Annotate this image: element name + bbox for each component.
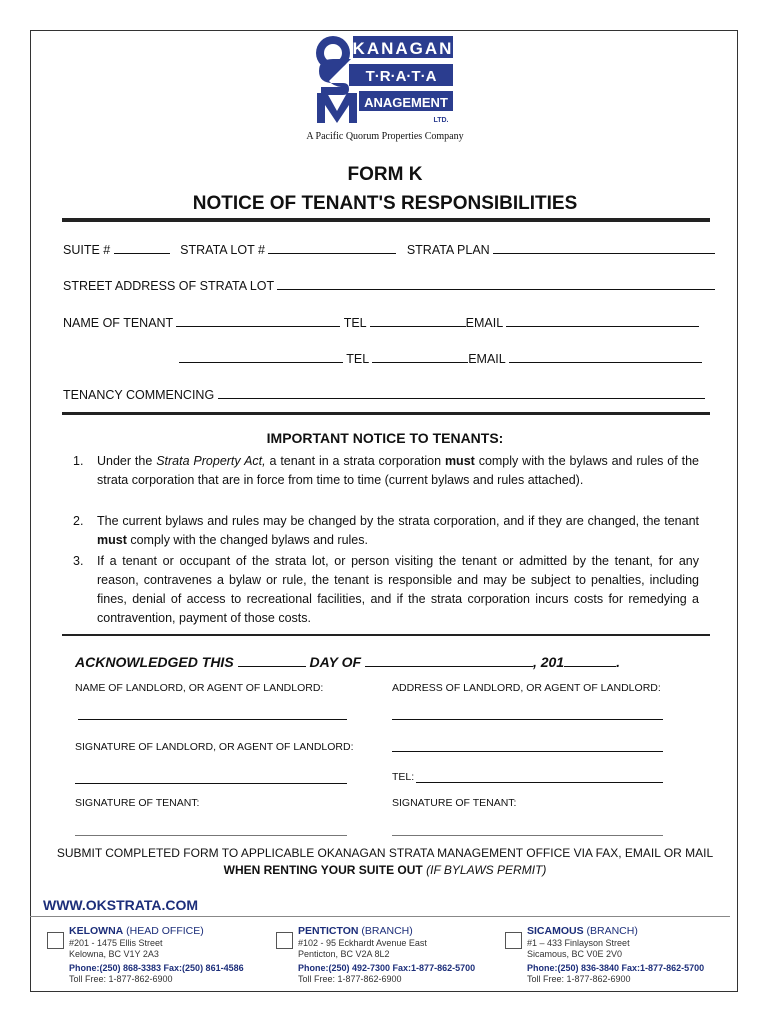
- okanagan-strata-logo: [313, 33, 455, 125]
- office-city: KELOWNA: [69, 925, 124, 937]
- logo-line-3: ANAGEMENT: [364, 95, 448, 110]
- tenant-row-1: [63, 313, 699, 330]
- notice-text: The current bylaws and rules may be changed by the strata corporation, and if they are changed, the tenant: [97, 514, 699, 528]
- strata-lot-label: STRATA LOT #: [180, 243, 265, 257]
- office-phone: Phone:(250) 868-3383 Fax:(250) 861-4586: [69, 962, 244, 973]
- office-checkbox[interactable]: [505, 932, 522, 949]
- notice-item-number: 3.: [73, 554, 84, 568]
- notice-text: comply with the bylaws and rules of the strata corporation that are in force from time to time (current bylaws and rules attached).: [97, 454, 699, 487]
- email-input-2[interactable]: [509, 349, 702, 363]
- office-phone: Phone:(250) 836-3840 Fax:1-877-862-5700: [527, 962, 705, 973]
- signature-tenant-line-right[interactable]: [392, 835, 663, 836]
- office-phone: Phone:(250) 492-7300 Fax:1-877-862-5700: [298, 962, 476, 973]
- email-input[interactable]: [506, 313, 699, 327]
- tenant-name-input[interactable]: [176, 313, 340, 327]
- submit-when-renting: WHEN RENTING YOUR SUITE OUT: [223, 863, 423, 877]
- tenant-name-input-2[interactable]: [179, 349, 343, 363]
- strata-plan-label: STRATA PLAN: [406, 243, 490, 257]
- office-sicamous: [527, 926, 737, 986]
- logo-ltd: LTD.: [433, 117, 449, 124]
- email-label: EMAIL: [465, 316, 503, 330]
- tel-label: TEL: [343, 316, 367, 330]
- emphasis-must: must: [97, 533, 127, 547]
- notice-title: IMPORTANT NOTICE TO TENANTS:: [266, 430, 504, 446]
- notice-text: Under the: [97, 454, 157, 468]
- logo-line-1: KANAGAN: [352, 39, 454, 58]
- name-landlord-line[interactable]: [78, 719, 347, 720]
- office-city: PENTICTON: [298, 925, 359, 937]
- name-landlord-label: NAME OF LANDLORD, OR AGENT OF LANDLORD:: [75, 682, 324, 694]
- office-address-1: #201 - 1475 Ellis Street: [69, 937, 163, 948]
- signature-tenant-label-left: SIGNATURE OF TENANT:: [75, 797, 200, 809]
- tel-input-2[interactable]: [372, 349, 468, 363]
- address-landlord-line-2[interactable]: [392, 751, 663, 752]
- notice-item-number: 1.: [73, 454, 84, 468]
- office-address-1: #1 – 433 Finlayson Street: [527, 937, 630, 948]
- office-type: (HEAD OFFICE): [126, 925, 204, 937]
- website-link[interactable]: WWW.OKSTRATA.COM: [43, 897, 199, 913]
- office-address-2: Penticton, BC V2A 8L2: [298, 949, 390, 959]
- notice-item-1: [73, 452, 699, 490]
- header-divider: [62, 218, 710, 222]
- signature-tenant-line-left[interactable]: [75, 835, 347, 836]
- tenancy-commencing-input[interactable]: [218, 385, 705, 399]
- submit-instructions: SUBMIT COMPLETED FORM TO APPLICABLE OKANAGAN STRATA MANAGEMENT OFFICE VIA FAX, EMAIL OR MAIL: [56, 846, 714, 860]
- office-type: (BRANCH): [586, 925, 638, 937]
- street-address-row: [63, 276, 715, 293]
- emphasis-must: must: [444, 454, 475, 468]
- notice-text: comply with the changed bylaws and rules.: [126, 533, 368, 547]
- office-penticton: [298, 926, 508, 986]
- office-address-2: Sicamous, BC V0E 2V0: [527, 949, 623, 959]
- ack-period: .: [616, 654, 620, 670]
- street-address-input[interactable]: [277, 276, 715, 290]
- office-city: SICAMOUS: [527, 925, 584, 937]
- tel-label-2: TEL: [346, 352, 369, 366]
- notice-divider: [62, 634, 710, 636]
- suite-row: [63, 240, 715, 257]
- office-address-2: Kelowna, BC V1Y 2A3: [69, 949, 159, 959]
- signature-landlord-line[interactable]: [75, 783, 347, 784]
- address-landlord-line[interactable]: [392, 719, 663, 720]
- tel-input[interactable]: [370, 313, 466, 327]
- ack-day-input[interactable]: [238, 653, 306, 667]
- notice-text: If a tenant or occupant of the strata lot, or person visiting the tenant or admitted by the tenant, for any reason, contravenes a bylaw or rule, the tenant is responsible and may be subject to penalties, including fines, denial of access to recreational facilities, and if the strata corporation incurs costs for remedying a contravention, payment of those costs.: [97, 554, 699, 625]
- office-tollfree: Toll Free: 1-877-862-6900: [69, 974, 173, 984]
- form-title: FORM K: [347, 164, 423, 185]
- office-type: (BRANCH): [361, 925, 413, 937]
- tenant-name-label: NAME OF TENANT: [63, 316, 173, 330]
- tel-landlord-line[interactable]: [416, 782, 663, 783]
- logo-line-2: T·R·A·T·A: [365, 68, 437, 85]
- office-checkbox[interactable]: [47, 932, 64, 949]
- act-name: Strata Property Act,: [156, 454, 266, 468]
- fields-divider: [62, 412, 710, 415]
- acknowledgement-row: [75, 653, 620, 670]
- street-address-label: STREET ADDRESS OF STRATA LOT: [63, 279, 274, 293]
- day-of-label: DAY OF: [309, 654, 362, 670]
- address-landlord-label: ADDRESS OF LANDLORD, OR AGENT OF LANDLORD:: [392, 682, 661, 694]
- tenancy-row: [63, 385, 705, 402]
- submit-if-bylaws: (IF BYLAWS PERMIT): [426, 863, 547, 877]
- office-tollfree: Toll Free: 1-877-862-6900: [527, 974, 631, 984]
- tenancy-commencing-label: TENANCY COMMENCING: [63, 388, 215, 402]
- strata-plan-input[interactable]: [493, 240, 715, 254]
- office-checkbox[interactable]: [276, 932, 293, 949]
- notice-item-2: [73, 512, 699, 550]
- tenant-row-2: [179, 349, 702, 366]
- year-label: , 201: [532, 654, 565, 670]
- suite-label: SUITE #: [63, 243, 111, 257]
- notice-text: a tenant in a strata corporation: [265, 454, 445, 468]
- office-address-1: #102 - 95 Eckhardt Avenue East: [298, 937, 427, 948]
- notice-item-3: [73, 552, 699, 628]
- tel-landlord-label: TEL:: [392, 771, 415, 783]
- notice-item-number: 2.: [73, 514, 84, 528]
- acknowledged-label: ACKNOWLEDGED THIS: [75, 654, 234, 670]
- suite-input[interactable]: [114, 240, 170, 254]
- ack-year-input[interactable]: [564, 653, 616, 667]
- signature-tenant-label-right: SIGNATURE OF TENANT:: [392, 797, 517, 809]
- office-kelowna: [69, 926, 279, 986]
- footer-divider: [30, 916, 730, 917]
- form-subtitle: NOTICE OF TENANT'S RESPONSIBILITIES: [192, 193, 578, 214]
- email-label-2: EMAIL: [468, 352, 506, 366]
- ack-month-input[interactable]: [365, 653, 533, 667]
- signature-landlord-label: SIGNATURE OF LANDLORD, OR AGENT OF LANDLORD:: [75, 741, 354, 753]
- company-tagline: A Pacific Quorum Properties Company: [306, 131, 464, 142]
- office-tollfree: Toll Free: 1-877-862-6900: [298, 974, 402, 984]
- submit-instructions-2: [0, 863, 770, 877]
- strata-lot-input[interactable]: [268, 240, 396, 254]
